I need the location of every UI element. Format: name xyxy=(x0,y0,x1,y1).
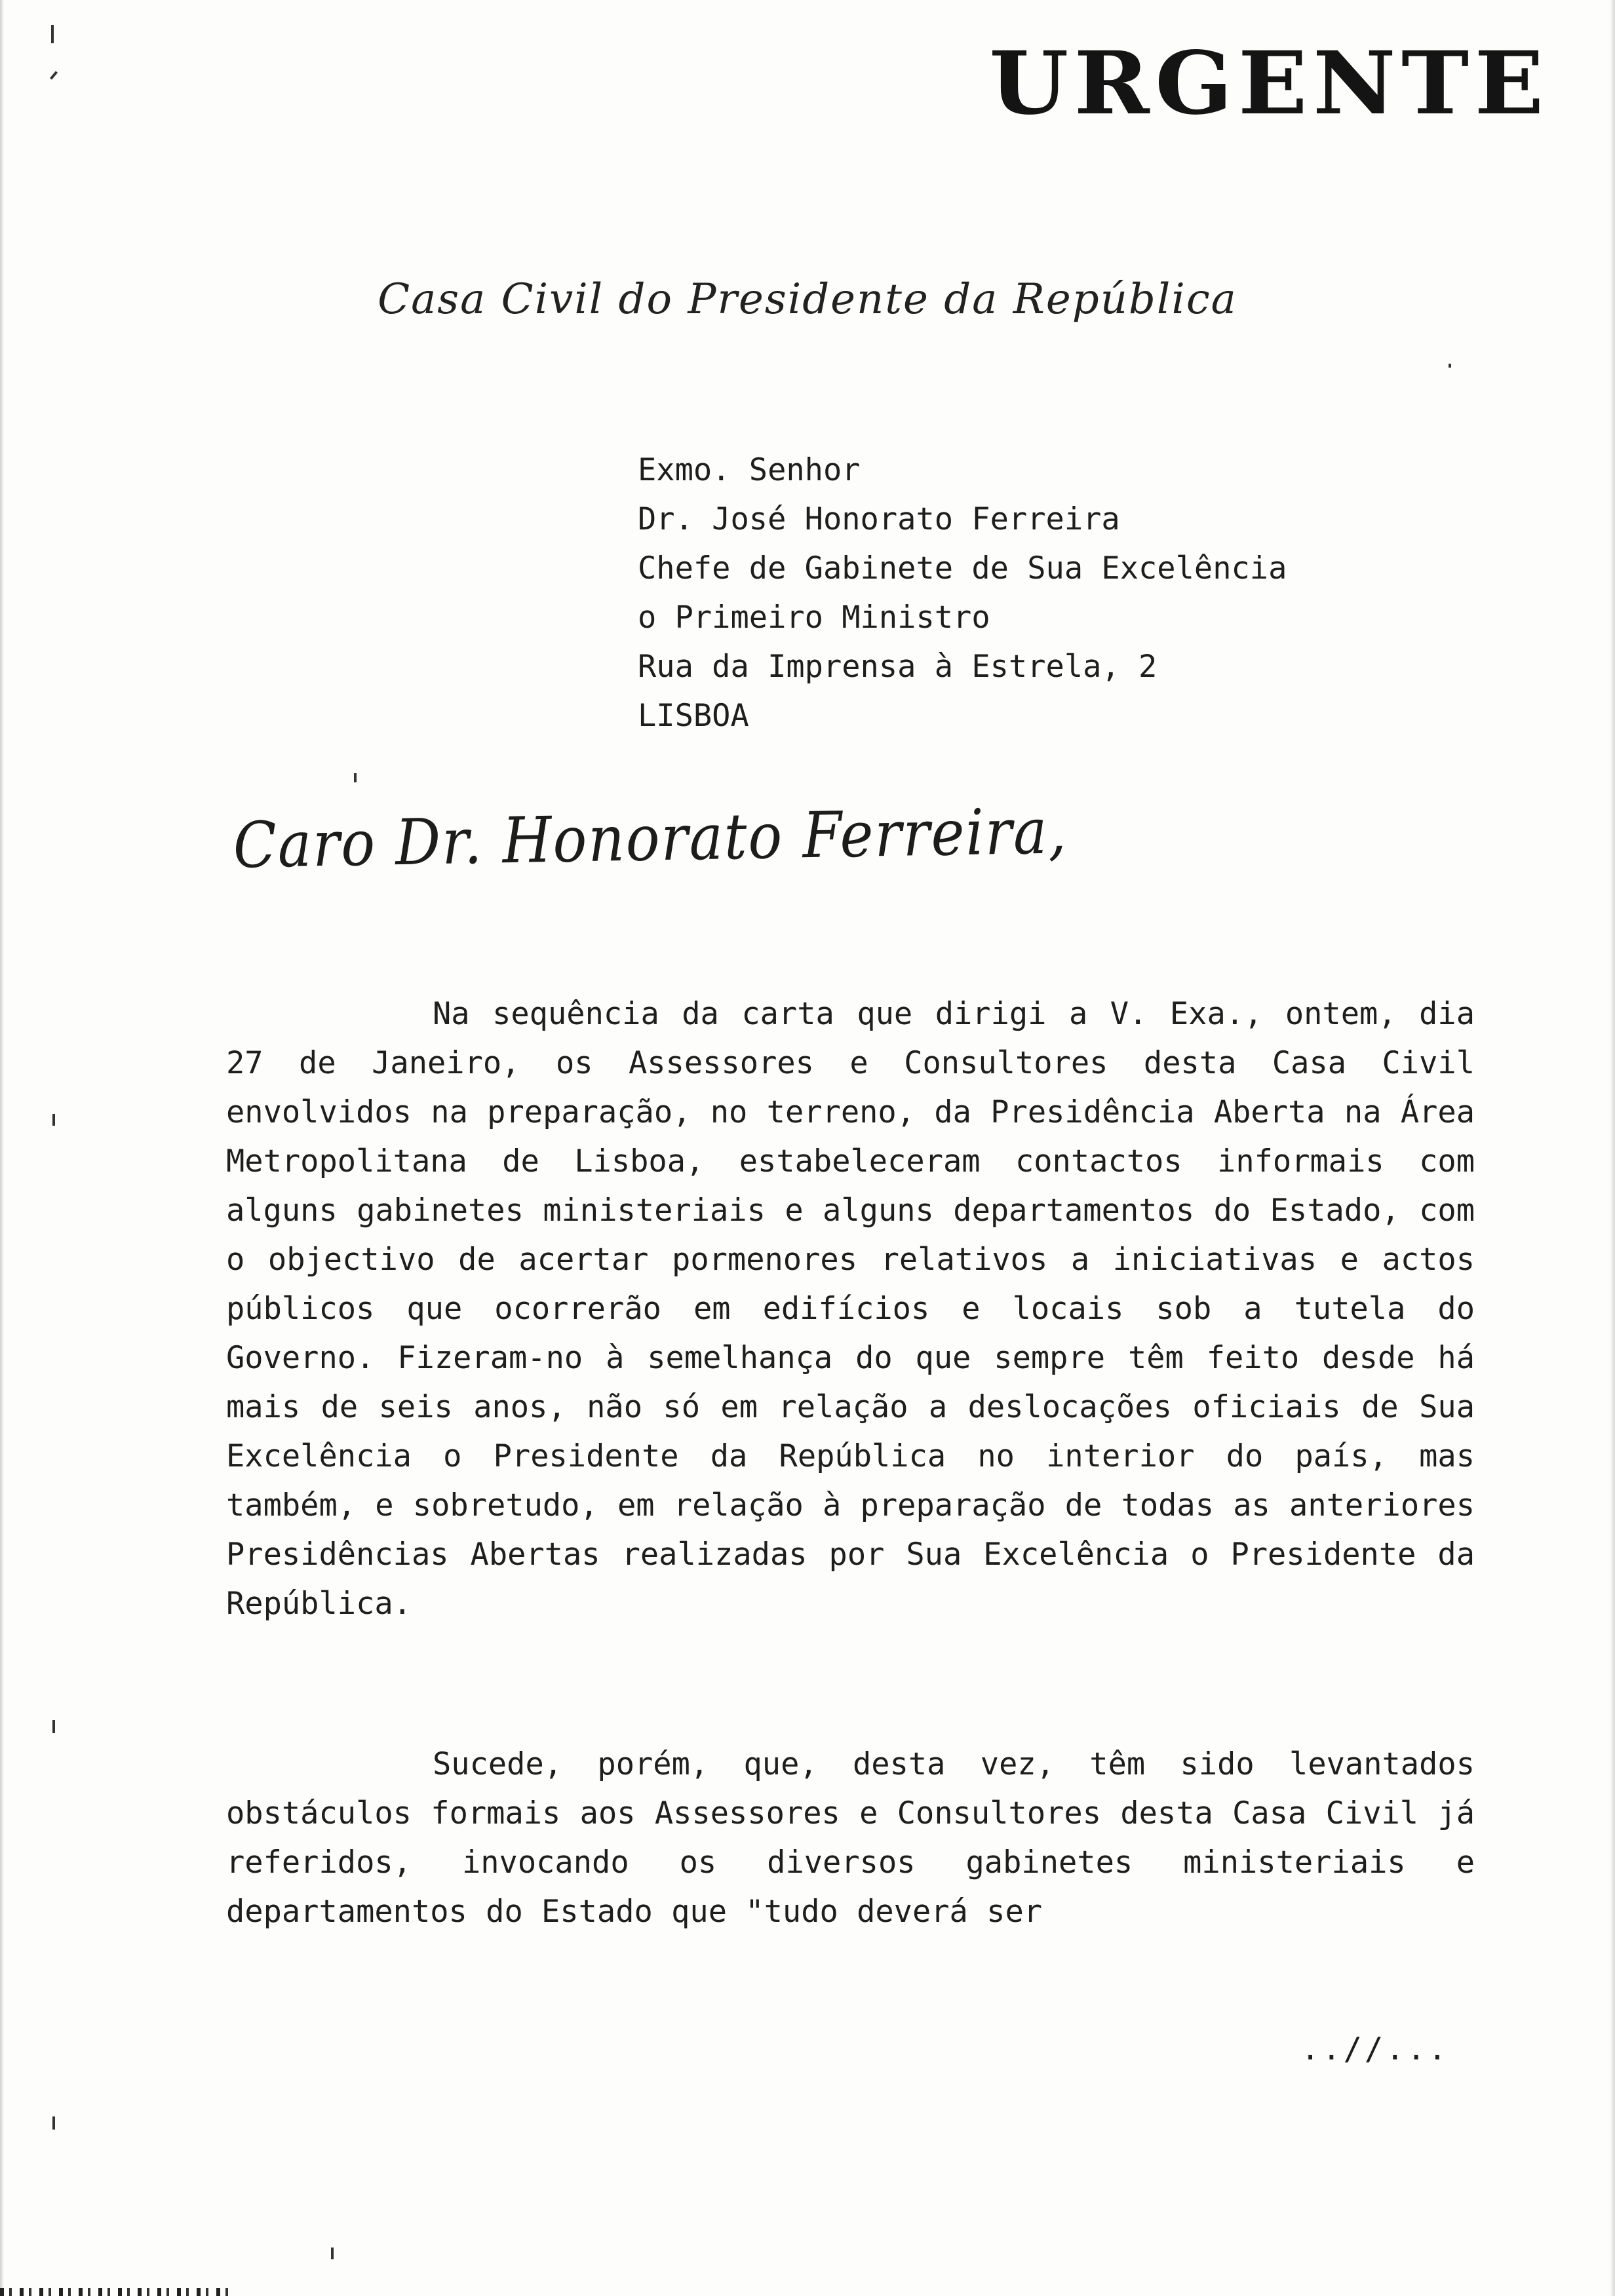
scan-mark xyxy=(52,2116,55,2130)
addressee-line: Rua da Imprensa à Estrela, 2 xyxy=(638,649,1158,685)
addressee-line: Exmo. Senhor xyxy=(638,452,861,488)
scan-mark xyxy=(51,25,54,43)
urgent-stamp: URGENTE xyxy=(989,33,1549,134)
scan-mark xyxy=(52,1720,55,1733)
scan-mark xyxy=(354,773,357,782)
scan-mark xyxy=(52,1114,55,1126)
letterhead: Casa Civil do Presidente da República xyxy=(378,275,1237,324)
addressee-line: Chefe de Gabinete de Sua Excelência xyxy=(638,550,1287,586)
addressee-line: LISBOA xyxy=(638,698,749,734)
scan-mark xyxy=(1449,364,1451,368)
continuation-mark: ..//... xyxy=(1301,2031,1450,2067)
addressee-line: o Primeiro Ministro xyxy=(638,600,990,636)
addressee-line: Dr. José Honorato Ferreira xyxy=(638,501,1120,537)
handwritten-salutation: Caro Dr. Honorato Ferreira, xyxy=(233,794,1068,883)
addressee-block xyxy=(638,446,1287,740)
scan-artifact xyxy=(0,2288,236,2296)
scan-edge-right xyxy=(1610,0,1615,2296)
body-paragraph: Sucede, porém, que, desta vez, têm sido levantados obstáculos formais aos Assessores e Consultores desta Casa Civil já referidos, invocando os diversos gabinetes ministeriais e departamentos do Estado que "tudo deverá ser xyxy=(226,1746,1475,1930)
scan-mark xyxy=(50,71,58,79)
scan-edge-left xyxy=(0,0,4,2296)
scan-mark xyxy=(331,2248,334,2259)
body-paragraph: Na sequência da carta que dirigi a V. Exa., ontem, dia 27 de Janeiro, os Assessores e Consultores desta Casa Civil envolvidos na preparação, no terreno, da Presidência Aberta na Área Metropolitana de Lisboa, estabeleceram contactos informais com alguns gabinetes ministeriais e alguns departamentos do Estado, com o objectivo de acertar pormenores relativos a iniciativas e actos públicos que ocorrerão em edifícios e locais sob a tutela do Governo. Fizeram-no à semelhança do que sempre têm feito desde há mais de seis anos, não só em relação a deslocações oficiais de Sua Excelência o Presidente da República no interior do país, mas também, e sobretudo, em relação à preparação de todas as anteriores Presidências Abertas realizadas por Sua Excelência o Presidente da República. xyxy=(226,996,1475,1622)
